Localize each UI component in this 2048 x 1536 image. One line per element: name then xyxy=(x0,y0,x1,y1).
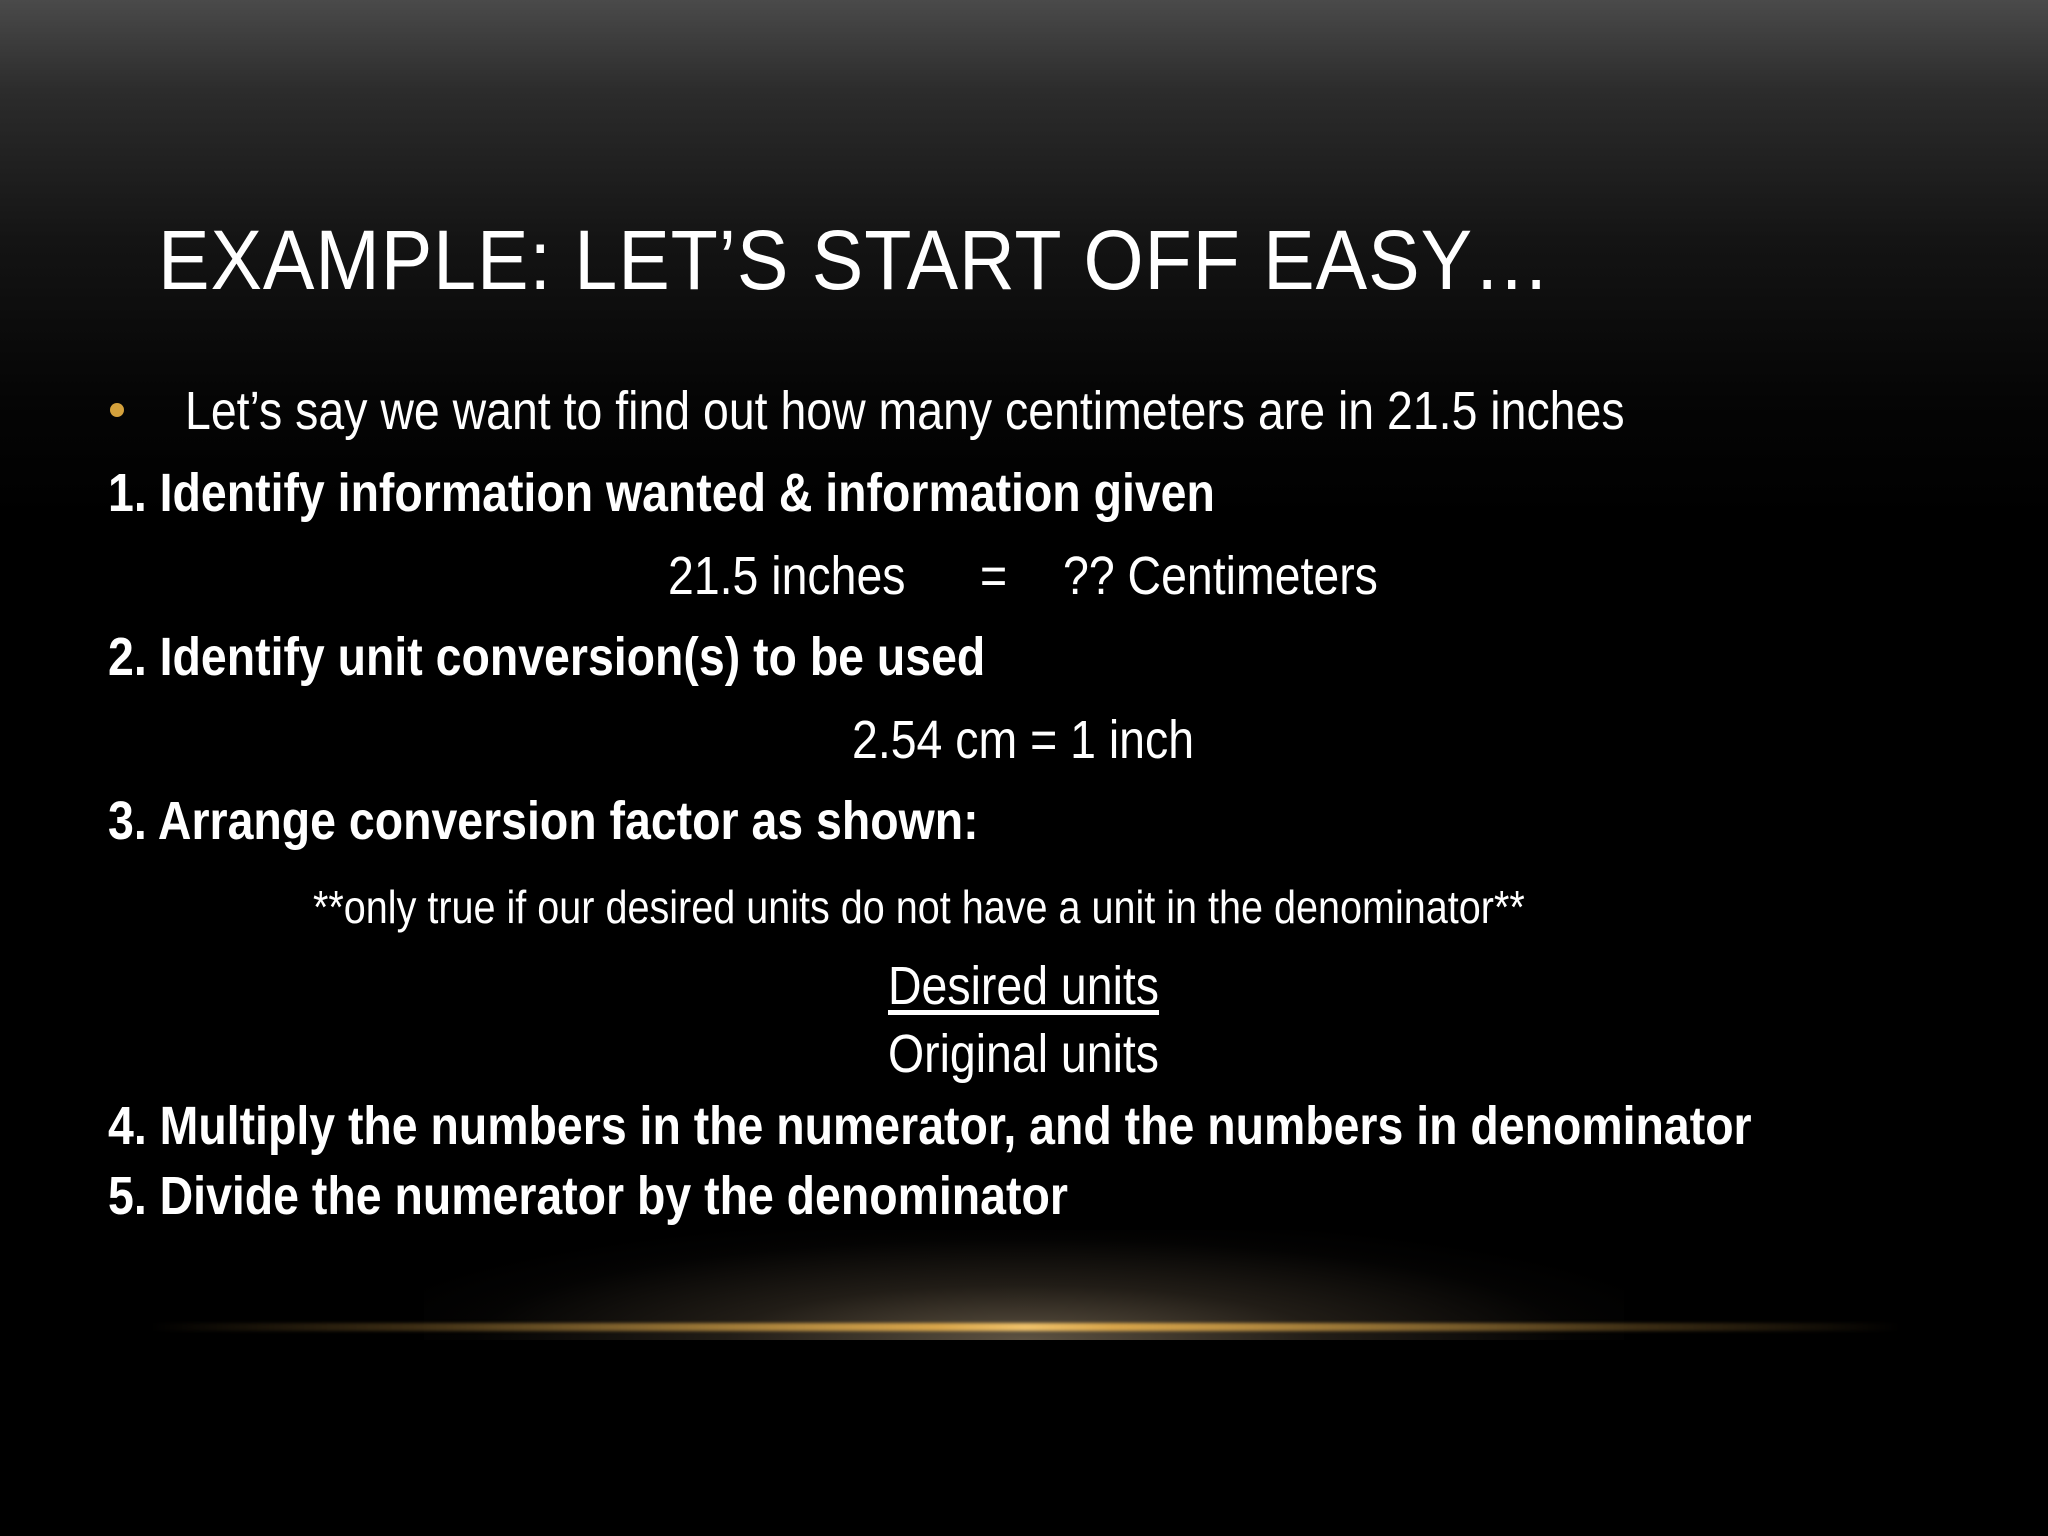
step-2: 2. Identify unit conversion(s) to be used xyxy=(108,627,986,687)
equation-right: ?? Centimeters xyxy=(1063,546,1378,606)
step-4: 4. Multiply the numbers in the numerator, and the numbers in denominator xyxy=(108,1096,1752,1156)
bullet-icon xyxy=(110,403,124,417)
step-1: 1. Identify information wanted & information given xyxy=(108,463,1215,523)
bullet-text: Let’s say we want to find out how many centimeters are in 21.5 inches xyxy=(185,381,1625,441)
fraction-denominator: Original units xyxy=(888,1024,1160,1084)
step-5: 5. Divide the numerator by the denominator xyxy=(108,1166,1068,1226)
fraction-numerator: Desired units xyxy=(888,956,1160,1016)
slide-title: EXAMPLE: LET’S START OFF EASY… xyxy=(158,213,1552,307)
equation-sign: = xyxy=(980,546,1008,606)
conversion-factor: 2.54 cm = 1 inch xyxy=(852,710,1195,770)
denominator-note: **only true if our desired units do not have a unit in the denominator** xyxy=(313,881,1525,933)
gold-accent-line xyxy=(150,1323,1900,1331)
step-3: 3. Arrange conversion factor as shown: xyxy=(108,791,979,851)
equation-left: 21.5 inches xyxy=(668,546,906,606)
